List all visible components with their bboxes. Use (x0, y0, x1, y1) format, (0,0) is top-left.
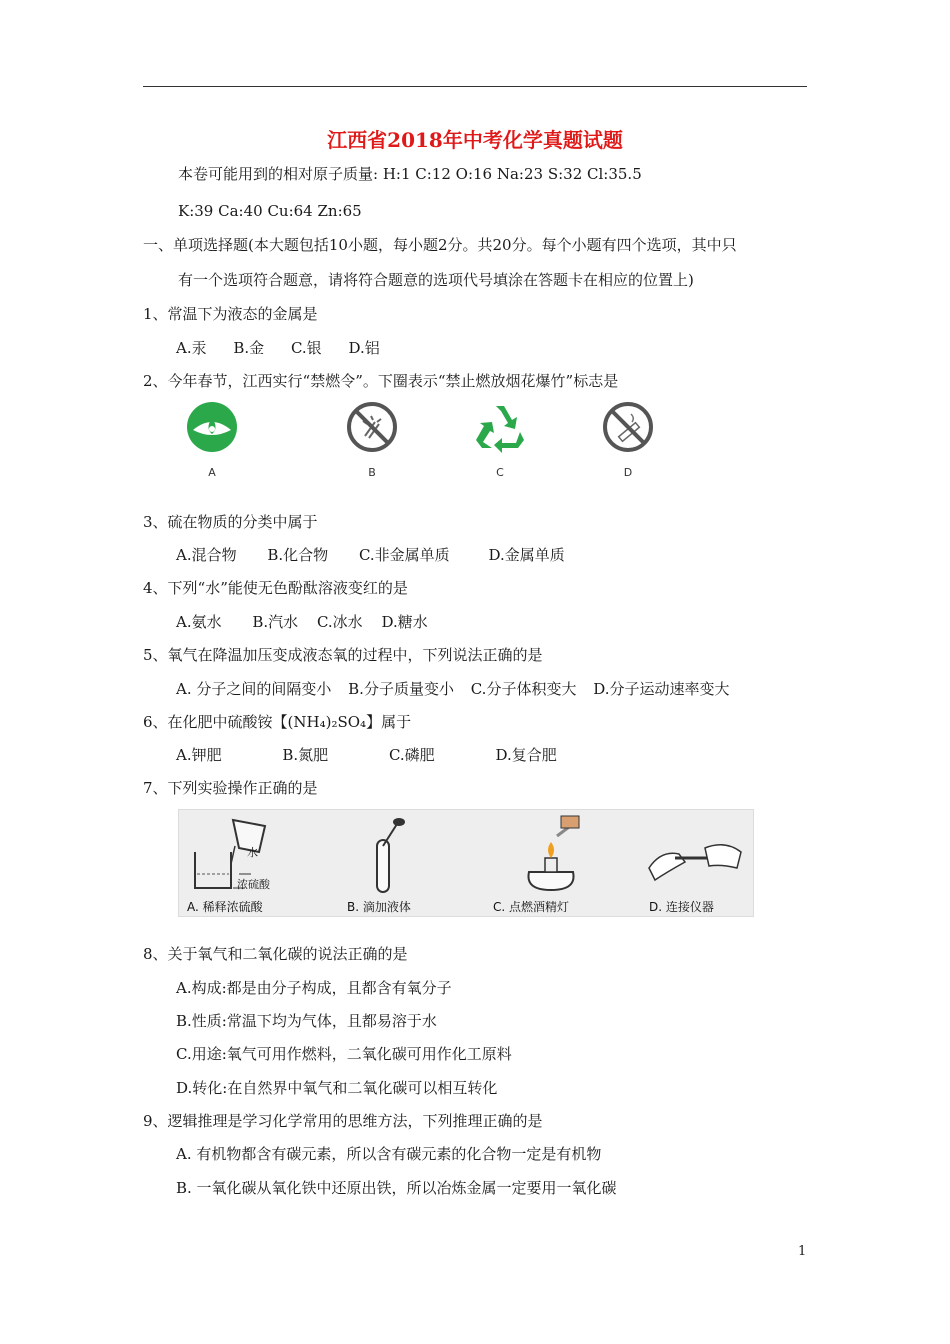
sign-c[interactable] (470, 400, 530, 484)
atomic-masses-line1: 本卷可能用到的相对原子质量: H:1 C:12 O:16 Na:23 S:32 Cl:35.5 (178, 165, 642, 183)
section-header-line1: 一、单项选择题(本大题包括10小题，每小题2分。共20分。每个小题有四个选项，其中只 (143, 236, 737, 254)
question-4-stem: 4、下列“水”能使无色酚酞溶液变红的是 (143, 579, 408, 597)
q1-option-b[interactable]: B.金 (233, 339, 265, 357)
q6-option-c[interactable]: C.磷肥 (388, 746, 435, 764)
question-7-stem: 7、下列实验操作正确的是 (143, 779, 318, 797)
section-header-line2: 有一个选项符合题意，请将符合题意的选项代号填涂在答题卡在相应的位置上) (178, 271, 694, 289)
question-5-stem: 5、氧气在降温加压变成液态氧的过程中，下列说法正确的是 (143, 646, 543, 664)
q6-option-b[interactable]: B.氮肥 (282, 746, 329, 764)
question-8-stem: 8、关于氧气和二氧化碳的说法正确的是 (143, 945, 408, 963)
question-1-stem: 1、常温下为液态的金属是 (143, 305, 318, 323)
question-1-options (176, 338, 380, 358)
connecting-apparatus-icon (645, 828, 745, 888)
q9-option-b[interactable]: B. 一氧化碳从氧化铁中还原出铁，所以冶炼金属一定要用一氧化碳 (176, 1179, 617, 1197)
lab-caption-a: A. 稀释浓硫酸 (187, 900, 263, 914)
question-3-options (176, 545, 565, 565)
q4-option-a[interactable]: A.氨水 (176, 613, 222, 631)
question-4-options (176, 612, 428, 632)
question-2-figures (180, 400, 640, 490)
water-saving-sign-icon (185, 400, 239, 454)
lab-operations-figure (178, 809, 754, 917)
q4-option-b[interactable]: B.汽水 (252, 613, 299, 631)
question-2-stem: 2、今年春节，江西实行“禁燃令”。下圈表示“禁止燃放烟花爆竹”标志是 (143, 372, 619, 390)
sign-a-label: A (208, 466, 216, 479)
sign-a[interactable] (182, 400, 242, 484)
dropping-liquid-icon (367, 816, 417, 896)
q8-option-a[interactable]: A.构成:都是由分子构成，且都含有氧分子 (176, 979, 452, 997)
q3-option-d[interactable]: D.金属单质 (488, 546, 565, 564)
q3-option-b[interactable]: B.化合物 (267, 546, 329, 564)
q3-option-a[interactable]: A.混合物 (176, 546, 237, 564)
q1-option-a[interactable]: A.汞 (176, 339, 207, 357)
lab-caption-b: B. 滴加液体 (347, 900, 411, 914)
sign-d[interactable] (598, 400, 658, 484)
alcohol-lamp-icon (517, 814, 587, 896)
q8-option-c[interactable]: C.用途:氧气可用作燃料，二氧化碳可用作化工原料 (176, 1045, 512, 1063)
question-3-stem: 3、硫在物质的分类中属于 (143, 513, 318, 531)
atomic-masses-line2: K:39 Ca:40 Cu:64 Zn:65 (178, 202, 362, 220)
question-6-stem: 6、在化肥中硫酸铵【(NH₄)₂SO₄】属于 (143, 713, 412, 731)
page-title: 江西省2018年中考化学真题试题 (327, 128, 623, 152)
q1-option-d[interactable]: D.铝 (348, 339, 380, 357)
no-smoking-sign-icon (601, 400, 655, 454)
lab-caption-d: D. 连接仪器 (649, 900, 714, 914)
header-rule (143, 86, 807, 87)
sign-b[interactable] (342, 400, 402, 484)
q3-option-c[interactable]: C.非金属单质 (358, 546, 450, 564)
q5-option-a[interactable]: A. 分子之间的间隔变小 (176, 680, 332, 698)
no-firecrackers-sign-icon (345, 400, 399, 454)
question-5-options (176, 679, 730, 699)
water-label: 水 (247, 846, 258, 859)
q6-option-a[interactable]: A.钾肥 (176, 746, 222, 764)
q5-option-d[interactable]: D.分子运动速率变大 (593, 680, 730, 698)
q9-option-a[interactable]: A. 有机物都含有碳元素，所以含有碳元素的化合物一定是有机物 (176, 1145, 602, 1163)
q4-option-c[interactable]: C.冰水 (316, 613, 363, 631)
q5-option-c[interactable]: C.分子体积变大 (470, 680, 577, 698)
q6-option-d[interactable]: D.复合肥 (495, 746, 557, 764)
lab-caption-c: C. 点燃酒精灯 (493, 900, 570, 914)
question-6-options (176, 745, 557, 765)
acid-label: 浓硫酸 (237, 878, 270, 891)
q8-option-d[interactable]: D.转化:在自然界中氧气和二氧化碳可以相互转化 (176, 1079, 498, 1097)
sign-c-label: C (496, 466, 504, 479)
recycle-sign-icon (472, 400, 528, 454)
q8-option-b[interactable]: B.性质:常温下均为气体，且都易溶于水 (176, 1012, 437, 1030)
q4-option-d[interactable]: D.糖水 (381, 613, 428, 631)
sign-d-label: D (623, 466, 633, 479)
sign-b-label: B (368, 466, 376, 479)
q1-option-c[interactable]: C.银 (290, 339, 322, 357)
q5-option-b[interactable]: B.分子质量变小 (348, 680, 454, 698)
page-number: 1 (798, 1244, 807, 1259)
question-9-stem: 9、逻辑推理是学习化学常用的思维方法，下列推理正确的是 (143, 1112, 543, 1130)
